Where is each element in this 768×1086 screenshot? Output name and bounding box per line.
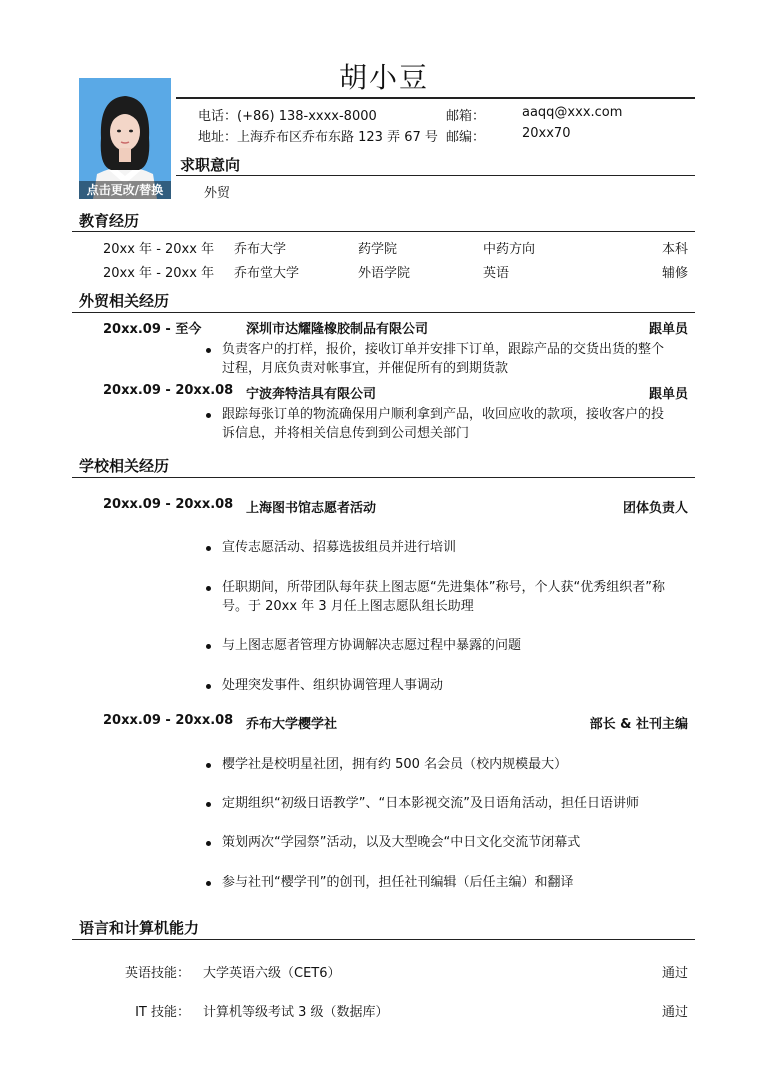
bullet-line: 负责客户的打样，报价，接收订单并安排下订单，跟踪产品的交货出货的整个 <box>222 342 665 357</box>
objective-divider <box>176 175 695 176</box>
experience-period: 20xx.09 - 20xx.08 <box>103 497 234 512</box>
skill-value: 大学英语六级（CET6） <box>203 966 341 981</box>
bullet-line: 宣传志愿活动、招募选拔组员并进行培训 <box>222 540 457 555</box>
profile-photo[interactable] <box>79 78 171 199</box>
school-experience-heading: 学校相关经历 <box>79 457 170 475</box>
zip-value: 20xx70 <box>522 126 571 141</box>
experience-role: 跟单员 <box>648 322 688 337</box>
skill-result: 通过 <box>661 1005 688 1020</box>
trade-experience-divider <box>72 312 695 313</box>
bullet-dot <box>206 763 211 768</box>
bullet-line: 任职期间，所带团队每年获上图志愿“先进集体”称号，个人获“优秀组织者”称 <box>222 580 665 595</box>
education-school: 乔布堂大学 <box>234 266 300 281</box>
experience-role: 跟单员 <box>648 387 688 402</box>
skill-label: IT 技能： <box>135 1005 190 1020</box>
education-college: 药学院 <box>358 242 398 257</box>
bullet-line: 与上图志愿者管理方协调解决志愿过程中暴露的问题 <box>222 638 522 653</box>
photo-change-caption[interactable]: 点击更改/替换 <box>79 181 171 199</box>
objective-value: 外贸 <box>204 186 231 201</box>
bullet-dot <box>206 348 211 353</box>
address-text: 地址：上海乔布区乔布东路 123 弄 67 号 <box>198 130 438 145</box>
bullet-dot <box>206 684 211 689</box>
bullet-dot <box>206 586 211 591</box>
zip-label: 邮编： <box>446 130 486 145</box>
education-major: 英语 <box>483 266 510 281</box>
education-period: 20xx 年 - 20xx 年 <box>103 242 215 257</box>
education-divider <box>72 231 695 232</box>
education-major: 中药方向 <box>483 242 536 257</box>
header-divider <box>176 97 695 99</box>
experience-org: 乔布大学樱学社 <box>246 717 338 732</box>
education-school: 乔布大学 <box>234 242 287 257</box>
education-heading: 教育经历 <box>79 212 140 230</box>
phone-text: 电话：(+86) 138-xxxx-8000 <box>198 109 377 124</box>
education-degree: 辅修 <box>661 266 688 281</box>
skill-label: 英语技能： <box>124 966 190 981</box>
experience-period: 20xx.09 - 至今 <box>103 322 202 337</box>
email-value[interactable]: aaqq@xxx.com <box>522 105 623 120</box>
bullet-dot <box>206 546 211 551</box>
bullet-line: 樱学社是校明星社团，拥有约 500 名会员（校内规模最大） <box>222 757 568 772</box>
bullet-line: 跟踪每张订单的物流确保用户顺利拿到产品，收回应收的款项，接收客户的投 <box>222 407 665 422</box>
bullet-line: 过程，月底负责对帐事宜，并催促所有的到期货款 <box>222 361 509 376</box>
bullet-dot <box>206 413 211 418</box>
bullet-line: 号。于 20xx 年 3 月任上图志愿队组长助理 <box>222 599 474 614</box>
experience-company: 宁波奔特洁具有限公司 <box>246 387 377 402</box>
email-label: 邮箱： <box>446 109 486 124</box>
experience-company: 深圳市达耀隆橡胶制品有限公司 <box>246 322 429 337</box>
experience-period: 20xx.09 - 20xx.08 <box>103 713 234 728</box>
resume-name: 胡小豆 <box>338 61 429 94</box>
bullet-line: 定期组织“初级日语教学”、“日本影视交流”及日语角活动，担任日语讲师 <box>222 796 639 811</box>
skill-value: 计算机等级考试 3 级（数据库） <box>203 1005 389 1020</box>
bullet-line: 诉信息，并将相关信息传到到公司想关部门 <box>222 426 470 441</box>
bullet-line: 参与社刊“樱学刊”的创刊，担任社刊编辑（后任主编）和翻译 <box>222 875 574 890</box>
education-college: 外语学院 <box>358 266 411 281</box>
trade-experience-heading: 外贸相关经历 <box>79 292 170 310</box>
bullet-dot <box>206 802 211 807</box>
education-period: 20xx 年 - 20xx 年 <box>103 266 215 281</box>
experience-org: 上海图书馆志愿者活动 <box>246 501 377 516</box>
bullet-line: 策划两次“学园祭”活动，以及大型晚会“中日文化交流节闭幕式 <box>222 835 581 850</box>
skill-result: 通过 <box>661 966 688 981</box>
bullet-dot <box>206 881 211 886</box>
experience-role: 部长 & 社刊主编 <box>589 717 688 732</box>
bullet-dot <box>206 644 211 649</box>
skills-heading: 语言和计算机能力 <box>79 919 200 937</box>
objective-heading: 求职意向 <box>180 156 241 174</box>
experience-period: 20xx.09 - 20xx.08 <box>103 383 234 398</box>
bullet-line: 处理突发事件、组织协调管理人事调动 <box>222 678 444 693</box>
skills-divider <box>72 939 695 940</box>
school-experience-divider <box>72 477 695 478</box>
bullet-dot <box>206 841 211 846</box>
experience-role: 团体负责人 <box>622 501 688 516</box>
education-degree: 本科 <box>661 242 688 257</box>
